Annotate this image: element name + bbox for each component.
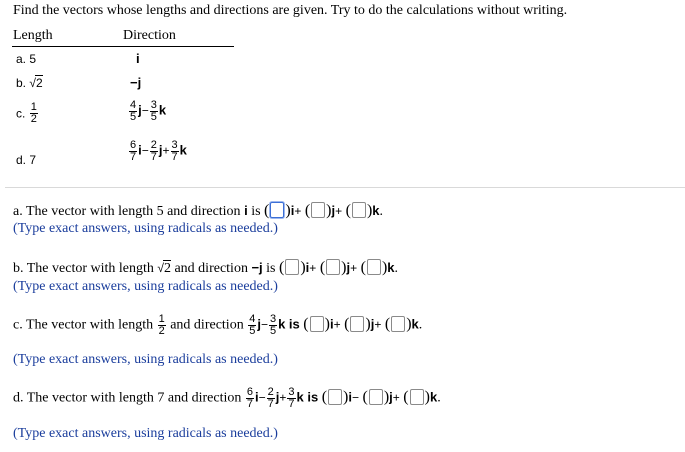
answer-c-k[interactable] [391,316,405,332]
header-rule [12,46,234,47]
question-a: a. The vector with length 5 and direction i is ( )i+ ( )j+ ( )k. [13,202,384,219]
answer-c-j[interactable] [350,316,364,332]
header-direction: Direction [123,28,176,43]
answer-d-k[interactable] [410,389,424,405]
separator [5,187,685,188]
hint-c: (Type exact answers, using radicals as needed.) [13,352,278,367]
row-d-length: d. 7 [16,153,37,167]
answer-b-j[interactable] [326,259,340,275]
row-a-direction: i [136,51,140,66]
answer-a-i[interactable] [270,202,284,218]
answer-d-i[interactable] [328,389,342,405]
row-a-length: a. 5 [16,52,37,66]
row-b-radicand: 2 [35,76,43,90]
instruction-text: Find the vectors whose lengths and directions are given. Try to do the calculations without writing. [13,3,568,18]
answer-d-j[interactable] [369,389,383,405]
row-c-label: c. [16,106,26,121]
sqrt-symbol: √ [29,76,36,90]
answer-c-i[interactable] [310,316,324,332]
row-c-length-fraction: $\frac{1}{2}$ [30,101,37,125]
hint-a: (Type exact answers, using radicals as needed.) [13,221,278,236]
row-b-length [16,76,43,90]
row-d-direction: $\frac{6}{7}$ i− $\frac{2}{7}$ j+ $\frac{3}{7}$ k [130,139,187,163]
row-c-direction: $\frac{4}{5}$ j− $\frac{3}{5}$ k [130,99,167,123]
answer-a-k[interactable] [352,202,366,218]
question-d: d. The vector with length 7 and direction $\frac{6}{7}$ i− $\frac{2}{7}$ j+ $\frac{3}{7}$ k is ( )i− ( )j+ ( )k. [13,386,441,410]
question-c: c. The vector with length $\frac{1}{2}$ and direction $\frac{4}{5}$ j− $\frac{3}{5}$ k is ( )i+ ( )j+ ( )k. [13,313,423,337]
row-c-length [16,102,39,125]
header-length: Length [13,28,53,43]
question-b: b. The vector with length √2 and direction −j is ( )i+ ( )j+ ( )k. [13,259,398,276]
hint-d: (Type exact answers, using radicals as needed.) [13,426,278,441]
answer-a-j[interactable] [311,202,325,218]
hint-b: (Type exact answers, using radicals as needed.) [13,279,278,294]
row-b-label: b. [16,76,27,90]
answer-b-i[interactable] [285,259,299,275]
row-b-direction: −j [130,75,142,90]
answer-b-k[interactable] [367,259,381,275]
